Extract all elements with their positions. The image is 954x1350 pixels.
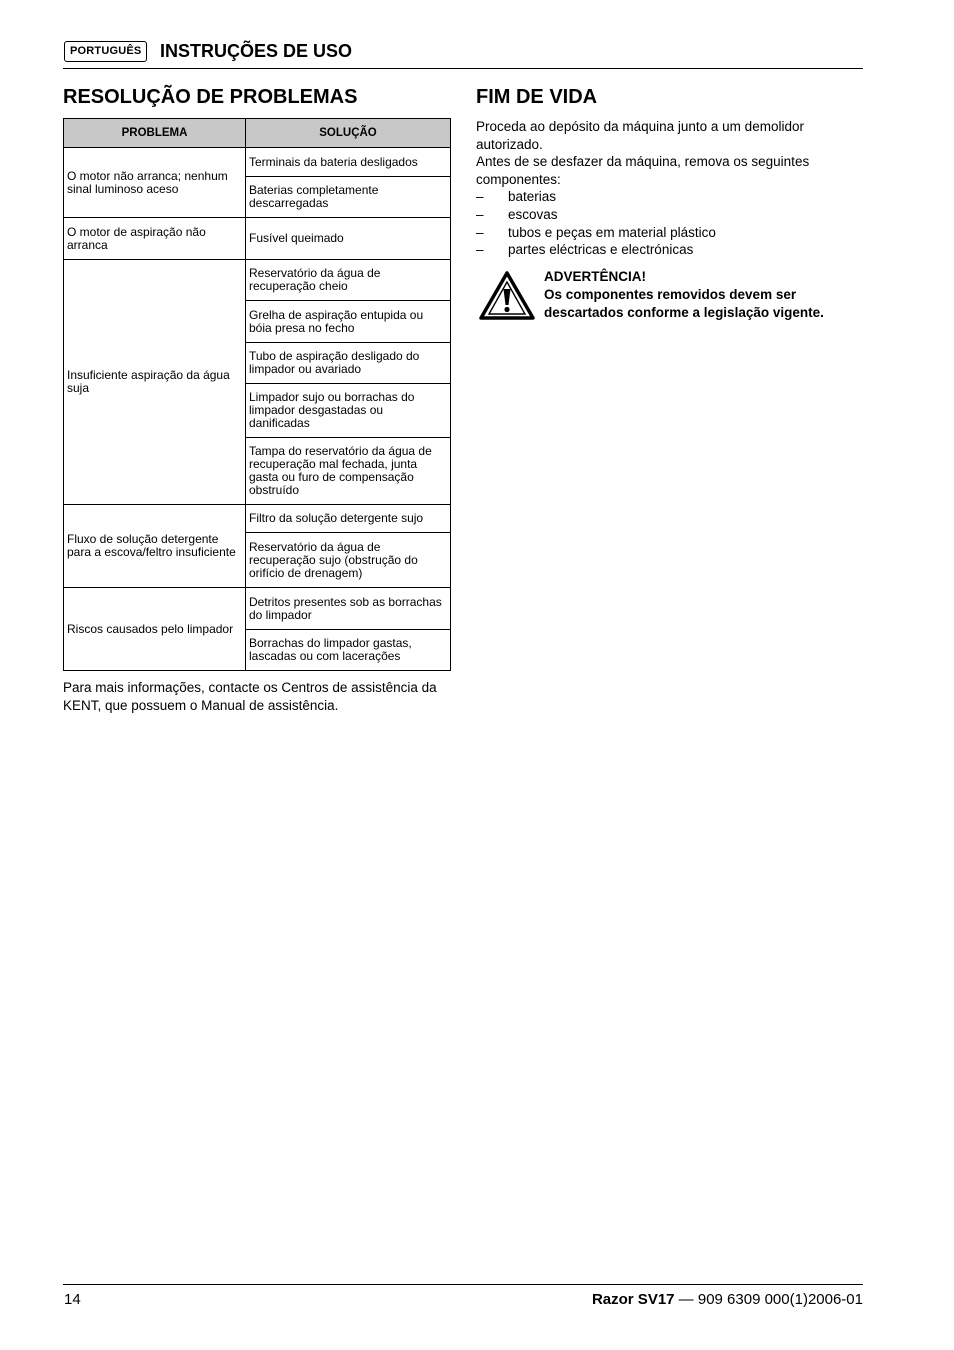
list-item-text: tubos e peças em material plástico [508, 224, 716, 240]
problem-cell: O motor não arranca; nenhum sinal luminoso aceso [64, 148, 246, 218]
problem-cell: Fluxo de solução detergente para a escova/feltro insuficiente [64, 505, 246, 588]
solution-cell: Tubo de aspiração desligado do limpador ou avariado [246, 343, 451, 384]
table-row [64, 588, 451, 630]
warning-message: Os componentes removidos devem ser descartados conforme a legislação vigente. [544, 286, 824, 320]
table-row [64, 260, 451, 301]
page-footer [63, 1284, 863, 1315]
solution-cell: Detritos presentes sob as borrachas do limpador [246, 588, 451, 630]
warning-triangle-icon [479, 271, 535, 321]
table-row [64, 505, 451, 533]
document-code: — 909 6309 000(1)2006-01 [674, 1291, 863, 1308]
list-item [476, 241, 866, 259]
problem-cell: Insuficiente aspiração da água suja [64, 260, 246, 505]
list-item [476, 206, 866, 224]
solution-cell: Tampa do reservatório da água de recuperação mal fechada, junta gasta ou furo de compensação obstruído [246, 438, 451, 505]
troubleshooting-section [63, 84, 450, 715]
list-item [476, 224, 866, 242]
problem-cell: Riscos causados pelo limpador [64, 588, 246, 671]
column-header-problem: PROBLEMA [64, 119, 246, 148]
list-dash: – [476, 242, 484, 258]
troubleshooting-title: RESOLUÇÃO DE PROBLEMAS [63, 86, 358, 108]
components-paragraph: Antes de se desfazer da máquina, remova os seguintes componentes: [476, 154, 810, 187]
troubleshooting-table [63, 118, 451, 671]
list-dash: – [476, 189, 484, 205]
warning-box [476, 268, 866, 328]
solution-cell: Filtro da solução detergente sujo [246, 505, 451, 533]
disposal-paragraph: Proceda ao depósito da máquina junto a um demolidor autorizado. [476, 119, 804, 152]
solution-cell: Grelha de aspiração entupida ou bóia presa no fecho [246, 301, 451, 343]
problem-cell: O motor de aspiração não arranca [64, 218, 246, 260]
page-header [63, 38, 863, 69]
solution-cell: Borrachas do limpador gastas, lascadas ou com lacerações [246, 630, 451, 671]
list-item-text: baterias [508, 189, 557, 205]
header-title: INSTRUÇÕES DE USO [160, 41, 353, 61]
assistance-note: Para mais informações, contacte os Centros de assistência da KENT, que possuem o Manual de assistência. [63, 680, 437, 713]
list-dash: – [476, 224, 484, 240]
model-name: Razor SV17 [591, 1291, 675, 1308]
solution-cell: Reservatório da água de recuperação sujo (obstrução do orifício de drenagem) [246, 533, 451, 588]
components-list [476, 188, 866, 258]
column-header-solution: SOLUÇÃO [246, 119, 451, 148]
list-item [476, 188, 866, 206]
document-reference [592, 1291, 863, 1309]
language-badge: PORTUGUÊS [64, 41, 147, 62]
warning-title: ADVERTÊNCIA! [544, 268, 647, 284]
end-of-life-body [476, 118, 866, 259]
solution-cell: Terminais da bateria desligados [246, 148, 451, 177]
table-header-row [64, 119, 451, 148]
end-of-life-section [476, 84, 866, 328]
solution-cell: Reservatório da água de recuperação cheio [246, 260, 451, 301]
page-number: 14 [64, 1291, 81, 1308]
solution-cell: Baterias completamente descarregadas [246, 177, 451, 218]
warning-text-block [544, 268, 864, 322]
end-of-life-title: FIM DE VIDA [476, 86, 598, 108]
table-row [64, 218, 451, 260]
solution-cell: Limpador sujo ou borrachas do limpador desgastadas ou danificadas [246, 384, 451, 438]
list-item-text: partes eléctricas e electrónicas [508, 242, 694, 258]
solution-cell: Fusível queimado [246, 218, 451, 260]
table-row [64, 148, 451, 177]
list-dash: – [476, 206, 484, 222]
list-item-text: escovas [508, 206, 558, 222]
